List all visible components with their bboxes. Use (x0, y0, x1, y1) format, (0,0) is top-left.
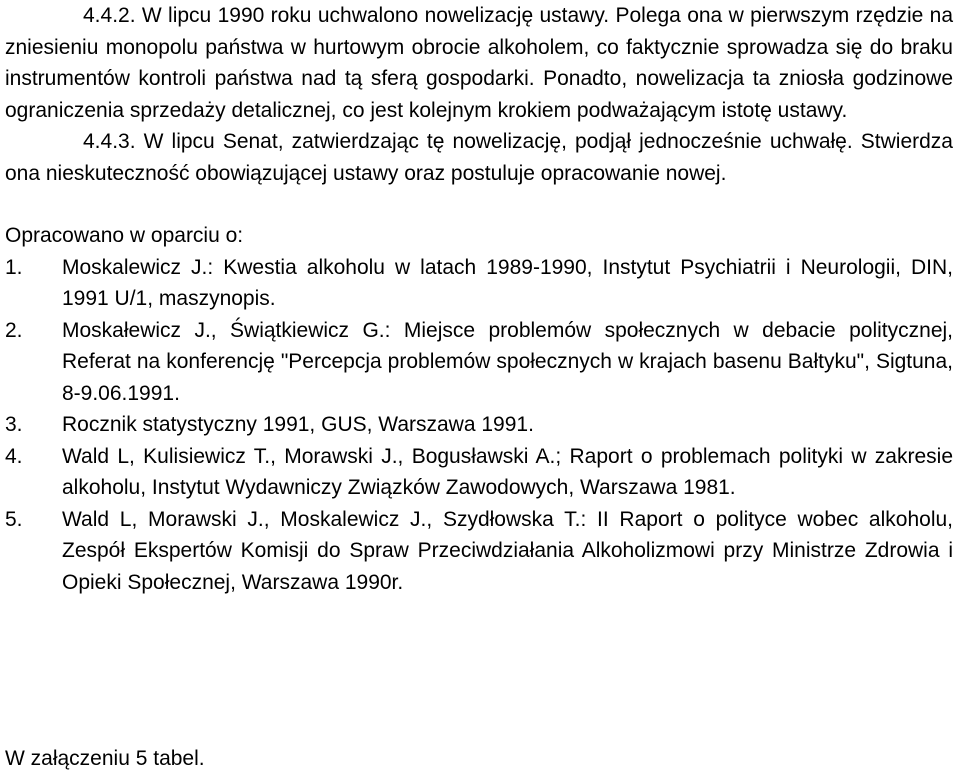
reference-number: 1. (5, 255, 23, 279)
paragraph-4-4-3: 4.4.3. W lipcu Senat, zatwierdzając tę nowelizację, podjął jednocześnie uchwałę. Stwierdza ona nieskuteczność obowiązującej ustawy oraz postuluje opracowanie nowej. (5, 130, 953, 185)
paragraph-4-4-2: 4.4.2. W lipcu 1990 roku uchwalono nowelizację ustawy. Polega ona w pierwszym rzędzie na zniesieniu monopolu państwa w hurtowym obrocie alkoholem, co faktycznie sprowadza się do braku instrumentów kontroli państwa nad tą sferą gospodarki. Ponadto, nowelizacja ta zniosła godzinowe ograniczenia sprzedaży detalicznej, co jest kolejnym krokiem podważającym istotę ustawy. (5, 4, 953, 122)
reference-list (5, 252, 953, 599)
reference-text: Wald L, Kulisiewicz T., Morawski J., Bogusławski A.; Raport o problemach polityki w zakresie alkoholu, Instytut Wydawniczy Związków Zawodowych, Warszawa 1981. (62, 444, 953, 499)
reference-item (5, 441, 953, 504)
sources-heading: Opracowano w oparciu o: (5, 224, 244, 247)
reference-text: Rocznik statystyczny 1991, GUS, Warszawa 1991. (62, 413, 534, 436)
reference-item (5, 252, 953, 315)
reference-item (5, 504, 953, 599)
reference-text: Wald L, Morawski J., Moskalewicz J., Szydłowska T.: II Raport o polityce wobec alkoholu, Zespół Ekspertów Komisji do Spraw Przeciwdziałania Alkoholizmowi przy Ministrze Zdrowia i Opieki Społecznej, Warszawa 1990r. (62, 507, 953, 594)
reference-text: Moskalewicz J.: Kwestia alkoholu w latach 1989-1990, Instytut Psychiatrii i Neurologii, DIN, 1991 U/1, maszynopis. (62, 255, 953, 310)
reference-item (5, 409, 953, 441)
reference-number: 3. (5, 413, 23, 436)
attachment-note: W załączeniu 5 tabel. (5, 747, 205, 770)
reference-text: Moskałewicz J., Świątkiewicz G.: Miejsce problemów społecznych w debacie politycznej, Referat na konferencję "Percepcja problemów społecznych w krajach basenu Bałtyku", Sigtuna, 8-9.06.1991. (62, 318, 953, 405)
reference-number: 4. (5, 444, 23, 468)
reference-item (5, 315, 953, 410)
reference-number: 5. (5, 507, 23, 531)
document-page (5, 0, 953, 770)
reference-number: 2. (5, 318, 23, 342)
